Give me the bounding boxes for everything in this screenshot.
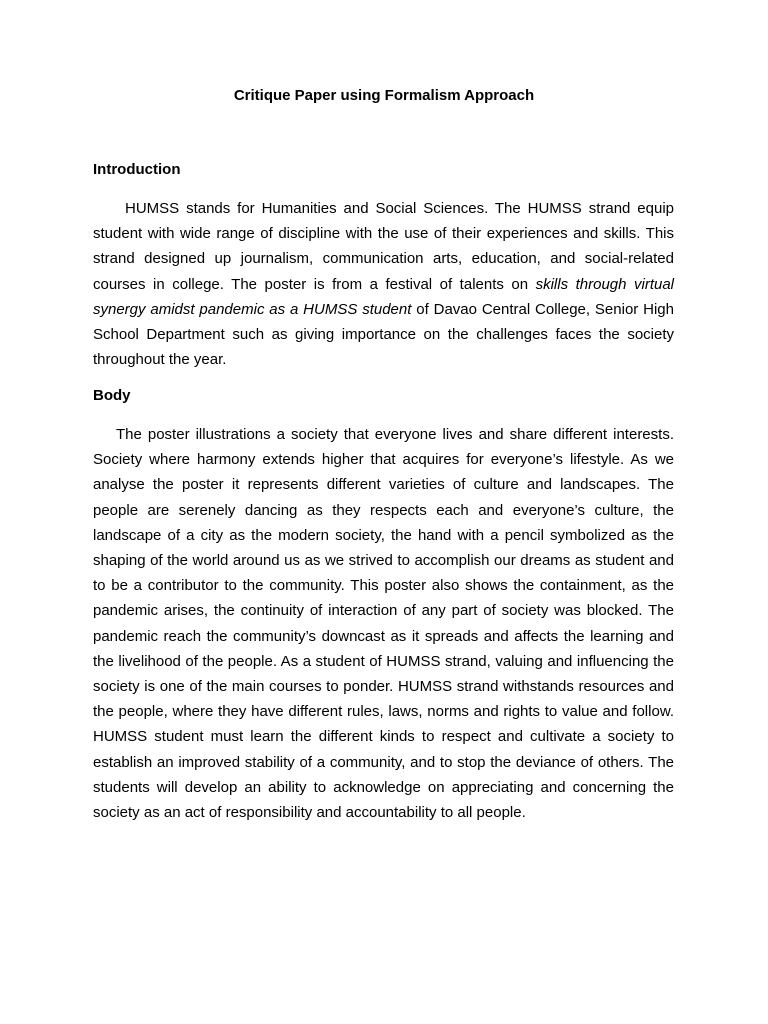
introduction-paragraph <box>93 196 674 372</box>
body-heading: Body <box>93 387 131 404</box>
body-paragraph: The poster illustrations a society that everyone lives and share different interests. Society where harmony extends higher that acquires for everyone’s lifestyle. As we analyse the poster it represents different varieties of culture and landscapes. The people are serenely dancing as they respects each and everyone’s culture, the landscape of a city as the modern society, the hand with a pencil symbolized as the shaping of the world around us as we strived to accomplish our dreams as student and to be a contributor to the community. This poster also shows the containment, as the pandemic arises, the continuity of interaction of any part of society was blocked. The pandemic reach the community’s downcast as it spreads and affects the learning and the livelihood of the people. As a student of HUMSS strand, valuing and influencing the society is one of the main courses to ponder. HUMSS strand withstands resources and the people, where they have different rules, laws, norms and rights to value and follow. HUMSS student must learn the different kinds to respect and cultivate a society to establish an improved stability of a community, and to stop the deviance of others. The students will develop an ability to acknowledge on appreciating and concerning the society as an act of responsibility and accountability to all people. <box>93 426 674 822</box>
introduction-text-start: HUMSS stands for Humanities and Social Sciences. The HUMSS strand equip student with wide range of discipline with the use of their experiences and skills. This strand designed up journalism, communication arts, education, and social-related courses in college. The poster is from a festival of talents on <box>93 200 674 293</box>
document-title: Critique Paper using Formalism Approach <box>233 87 535 104</box>
introduction-heading: Introduction <box>93 161 181 178</box>
introduction-text-end: of Davao Central College, Senior High School Department such as giving importance on the challenges faces the society throughout the year. <box>93 300 674 369</box>
introduction-italic-phrase: skills through virtual synergy amidst pandemic as a HUMSS student <box>93 275 675 318</box>
